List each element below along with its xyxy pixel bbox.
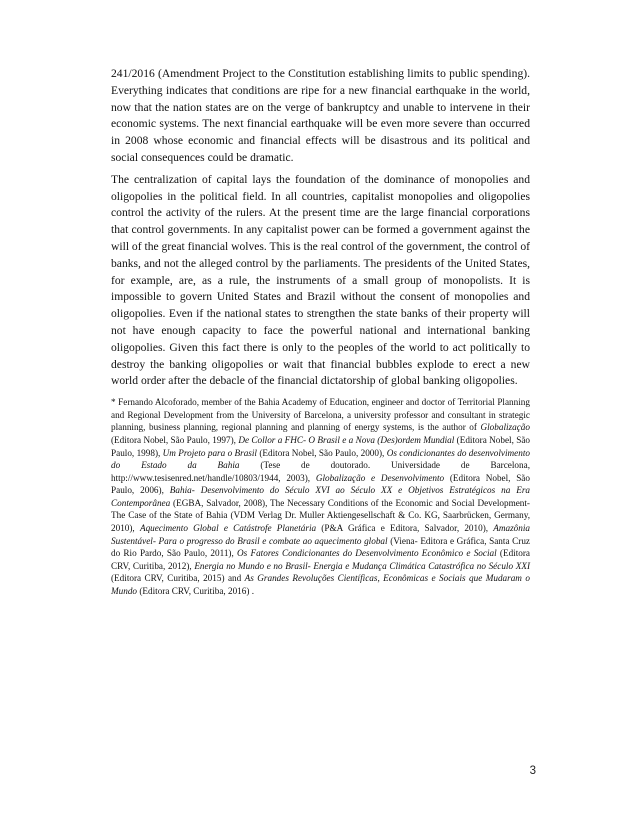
body-paragraph-2: The centralization of capital lays the foundation of the dominance of monopolies and oligopolies in the political field. In all countries, capitalist monopolies and oligopolies control the activity of the rulers. At the present time are the large financial corporations that control governments. In any capitalist power can be formed a government against the will of the great financial wolves. This is the real control of the government, the control of banks, and not the alleged control by the parliaments. The presidents of the United States, for example, are, as a rule, the instruments of a small group of monopolists. It is impossible to govern United States and Brazil without the consent of monopolies and oligopolies. Even if the national states to strengthen the state banks of their property will not have enough capacity to face the powerful national and international banking oligopolies. Given this fact there is only to the peoples of the world to act politically to destroy the banking oligopolies or wait that financial bubbles explode to erect a new world order after the debacle of the financial dictatorship of global banking oligopolies. (111, 172, 530, 388)
book-title-aquecimento-global: Aquecimento Global e Catástrofe Planetária (139, 523, 317, 534)
book-title-bahia-desenvolvimento: Bahia- Desenvolvimento do Século XVI ao Século XX e Objetivos Estratégicos na Era Contemporânea (111, 485, 530, 508)
body-paragraph-1: 241/2016 (Amendment Project to the Constitution establishing limits to public spending). Everything indicates that conditions are ripe for a new financial earthquake in the world, now that the nation states are on the verge of bankruptcy and unable to intervene in their economic systems. The next financial earthquake will be even more severe than occurred in 2008 whose economic and financial effects will be disastrous and its political and social consequences could be dramatic. (111, 67, 530, 164)
book-title-fatores-condicionantes: Os Fatores Condicionantes do Desenvolvimento Econômico e Social (237, 548, 497, 559)
footnote-text: (EGBA, Salvador, 2008), The Necessary Conditions of the Economic and Social Development-The Case of the State of Bahia (VDM Verlag Dr. Muller Aktiengesellschaft & Co. KG, Saarbrücken, Germany, 2010), (111, 497, 530, 534)
book-title-um-projeto-para-o-brasil: Um Projeto para o Brasil (162, 447, 257, 458)
footnote-text: (Tese de doutorado. Universidade de Barcelona, http://www.tesisenred.net/handle/10803/1944, 2003), (111, 460, 530, 483)
author-footnote (111, 396, 530, 598)
page-content (111, 66, 530, 598)
footnote-text: (Editora Nobel, São Paulo, 1997), (111, 434, 239, 445)
footnote-text: (P&A Gráfica e Editora, Salvador, 2010), (316, 523, 494, 534)
book-title-grandes-revolucoes: As Grandes Revoluções Científicas, Econômicas e Sociais que Mudaram o Mundo (111, 573, 530, 597)
book-title-globalizacao-e-desenvolvimento: Globalização e Desenvolvimento (315, 472, 445, 483)
book-title-energia-no-mundo: Energia no Mundo e no Brasil- Energia e Mudança Climática Catastrófica no Século XXI (194, 560, 531, 571)
thesis-title-condicionantes-bahia: Os condicionantes do desenvolvimento do Estado da Bahia (111, 447, 530, 471)
footnote-text: (Editora Nobel, São Paulo, 2006), (111, 472, 530, 496)
book-title-amazonia-sustentavel: Amazônia Sustentável- Para o progresso do Brasil e combate ao aquecimento global (111, 523, 531, 546)
footnote-text: (Editora CRV, Curitiba, 2012), (111, 548, 530, 571)
page-number: 3 (529, 765, 536, 777)
footnote-text: (Editora CRV, Curitiba, 2016) . (137, 586, 255, 597)
footnote-text: (Editora CRV, Curitiba, 2015) and (111, 573, 245, 584)
footnote-text: (Editora Nobel, São Paulo, 1998), (111, 434, 530, 458)
footnote-text: (Viena- Editora e Gráfica, Santa Cruz do Rio Pardo, São Paulo, 2011), (111, 535, 531, 559)
footnote-text: (Editora Nobel, São Paulo, 2000), (256, 447, 387, 458)
footnote-text: * Fernando Alcoforado, member of the Bahia Academy of Education, engineer and doctor of Territorial Planning and Regional Development from the University of Barcelona, a university professor and consultant in strategic planning, business planning, regional planning and planning of energy systems, is the author of (111, 397, 530, 433)
book-title-de-collor-a-fhc: De Collor a FHC- O Brasil e a Nova (Des)ordem Mundial (238, 434, 455, 445)
book-title-globalizacao: Globalização (480, 422, 530, 433)
